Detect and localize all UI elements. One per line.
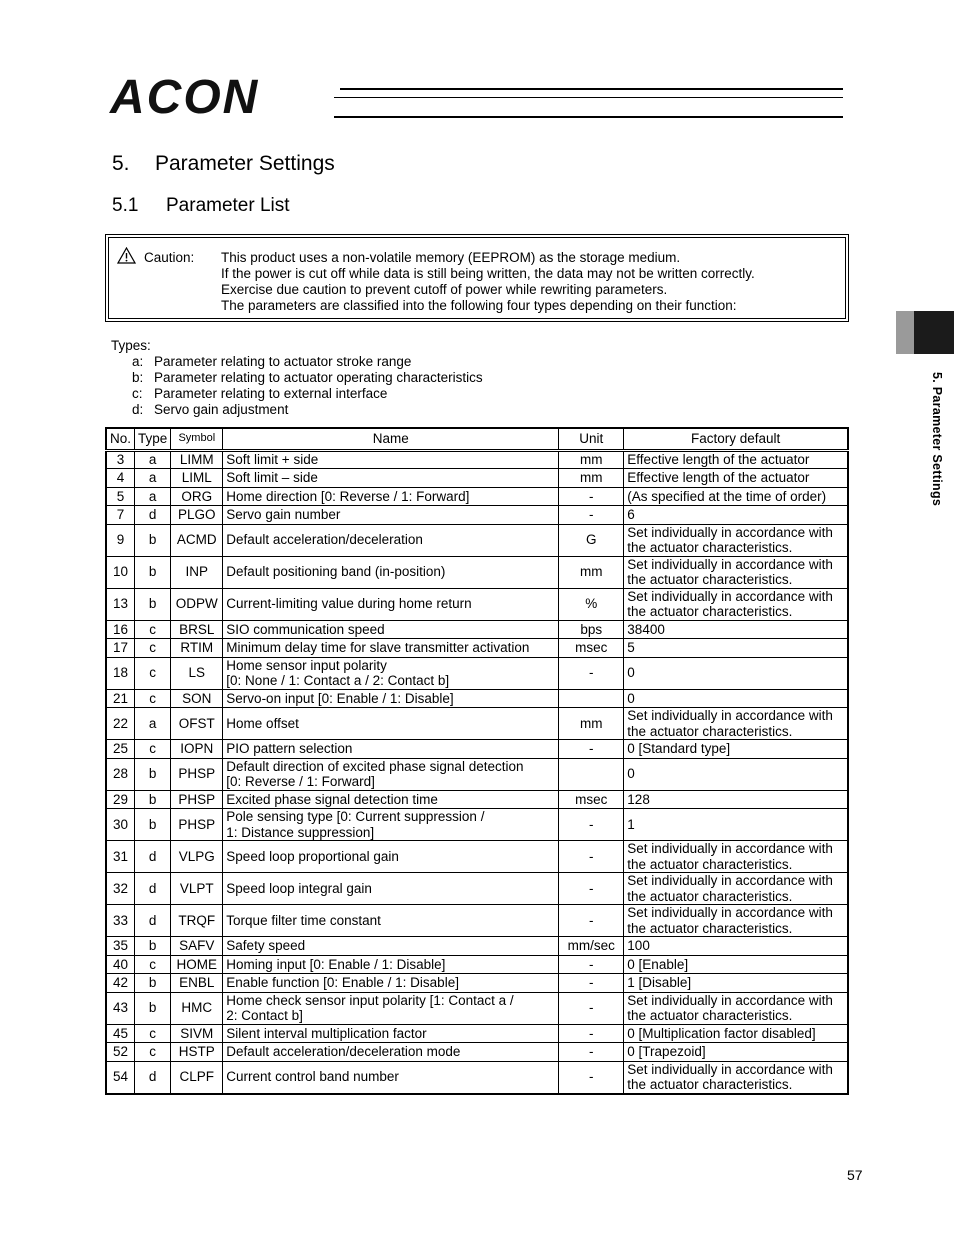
- cell-factory-default: [624, 790, 848, 809]
- cell-no: 29: [106, 790, 135, 809]
- cell-unit: [559, 758, 624, 790]
- cell-no: 45: [106, 1024, 135, 1043]
- table-row: [106, 588, 848, 620]
- cell-unit: mm: [559, 556, 624, 588]
- cell-factory-default: [624, 556, 848, 588]
- cell-symbol: SON: [171, 689, 223, 708]
- table-row: [106, 1061, 848, 1094]
- cell-type: d: [135, 905, 171, 937]
- cell-name-line: Servo-on input [0: Enable / 1: Disable]: [226, 690, 454, 706]
- cell-type: d: [135, 841, 171, 873]
- cell-factory-default: [624, 905, 848, 937]
- cell-factory-default: [624, 1024, 848, 1043]
- cell-type: b: [135, 588, 171, 620]
- cell-name: [223, 955, 559, 974]
- cell-name: [223, 708, 559, 740]
- cell-symbol: OFST: [171, 708, 223, 740]
- header-name: Name: [223, 428, 559, 450]
- cell-no: 10: [106, 556, 135, 588]
- cell-factory-default: [624, 873, 848, 905]
- cell-symbol: PHSP: [171, 809, 223, 841]
- cell-factory-default: [624, 1061, 848, 1094]
- cell-symbol: IOPN: [171, 740, 223, 759]
- section-title: Parameter Settings: [155, 152, 335, 175]
- cell-type: c: [135, 689, 171, 708]
- cell-name: [223, 639, 559, 658]
- cell-unit: mm/sec: [559, 937, 624, 956]
- section-heading: [112, 152, 335, 176]
- subsection-title: Parameter List: [166, 195, 290, 216]
- cell-name: [223, 905, 559, 937]
- cell-name-line: Excited phase signal detection time: [226, 791, 438, 807]
- cell-name-line: Home sensor input polarity: [226, 657, 387, 673]
- cell-no: 3: [106, 450, 135, 469]
- cell-name-line: [0: Reverse / 1: Forward]: [226, 774, 375, 789]
- cell-unit: [559, 689, 624, 708]
- types-heading: Types:: [111, 338, 151, 353]
- cell-name: [223, 487, 559, 506]
- header-unit: Unit: [559, 428, 624, 450]
- cell-no: 42: [106, 974, 135, 993]
- cell-no: 35: [106, 937, 135, 956]
- cell-type: c: [135, 1043, 171, 1062]
- table-row: [106, 620, 848, 639]
- cell-factory-default-line: 100: [627, 938, 650, 953]
- cell-name-line: Default direction of excited phase signal detection: [226, 758, 524, 774]
- cell-factory-default-line: Set individually in accordance with: [627, 588, 833, 604]
- table-header-row: [106, 428, 848, 450]
- cell-symbol: HMC: [171, 992, 223, 1024]
- table-row: [106, 1024, 848, 1043]
- cell-factory-default-line: the actuator characteristics.: [627, 888, 793, 904]
- cell-factory-default-line: Set individually in accordance with: [627, 708, 833, 723]
- cell-unit: G: [559, 524, 624, 556]
- header-rule-top: [340, 88, 843, 90]
- cell-name: [223, 588, 559, 620]
- cell-name: [223, 450, 559, 469]
- cell-unit: -: [559, 955, 624, 974]
- table-row: [106, 809, 848, 841]
- cell-factory-default: [624, 657, 848, 689]
- cell-unit: -: [559, 841, 624, 873]
- cell-type: a: [135, 487, 171, 506]
- types-item: [111, 402, 483, 418]
- cell-type: b: [135, 937, 171, 956]
- cell-symbol: RTIM: [171, 639, 223, 658]
- cell-unit: mm: [559, 708, 624, 740]
- cell-factory-default-line: 0 [Multiplication factor disabled]: [627, 1025, 816, 1041]
- cell-unit: mm: [559, 469, 624, 488]
- header-factory-default: Factory default: [624, 428, 848, 450]
- cell-name: [223, 689, 559, 708]
- cell-type: c: [135, 639, 171, 658]
- cell-type: b: [135, 974, 171, 993]
- cell-factory-default: [624, 708, 848, 740]
- types-item: [111, 354, 483, 370]
- cell-name: [223, 620, 559, 639]
- cell-type: b: [135, 524, 171, 556]
- caution-line: This product uses a non-volatile memory (EEPROM) as the storage medium.: [221, 250, 681, 265]
- table-row: [106, 955, 848, 974]
- types-item: [111, 370, 483, 386]
- cell-factory-default-line: the actuator characteristics.: [627, 723, 793, 739]
- cell-name-line: Enable function [0: Enable / 1: Disable]: [226, 975, 459, 990]
- logo-text: ACON: [110, 71, 260, 124]
- cell-factory-default: [624, 487, 848, 506]
- types-item: [111, 386, 483, 402]
- warning-triangle-icon: [117, 247, 136, 264]
- types-item-text: Parameter relating to actuator operating characteristics: [154, 370, 483, 385]
- cell-name: [223, 524, 559, 556]
- cell-factory-default: [624, 588, 848, 620]
- caution-line: Exercise due caution to prevent cutoff of power while rewriting parameters.: [221, 282, 668, 297]
- cell-unit: -: [559, 974, 624, 993]
- cell-name: [223, 556, 559, 588]
- cell-name-line: Safety speed: [226, 938, 306, 953]
- cell-type: d: [135, 506, 171, 525]
- cell-factory-default: [624, 469, 848, 488]
- cell-name: [223, 758, 559, 790]
- table-row: [106, 487, 848, 506]
- cell-factory-default-line: Effective length of the actuator: [627, 470, 810, 485]
- header-symbol: Symbol: [171, 428, 223, 450]
- cell-symbol: BRSL: [171, 620, 223, 639]
- cell-no: 21: [106, 689, 135, 708]
- cell-name-line: Minimum delay time for slave transmitter activation: [226, 640, 530, 655]
- cell-factory-default-line: 1 [Disable]: [627, 975, 692, 990]
- cell-type: b: [135, 556, 171, 588]
- table-row: [106, 758, 848, 790]
- cell-symbol: LIML: [171, 469, 223, 488]
- types-item-text: Parameter relating to actuator stroke range: [154, 354, 412, 369]
- types-item-text: Servo gain adjustment: [154, 402, 289, 417]
- cell-no: 32: [106, 873, 135, 905]
- side-tab-shade: [896, 311, 914, 354]
- cell-factory-default: [624, 937, 848, 956]
- cell-factory-default-line: 0: [627, 665, 635, 681]
- cell-name-line: SIO communication speed: [226, 621, 385, 637]
- cell-unit: bps: [559, 620, 624, 639]
- cell-type: c: [135, 620, 171, 639]
- cell-name-line: Pole sensing type [0: Current suppression /: [226, 809, 485, 824]
- table-row: [106, 905, 848, 937]
- cell-name-line: Torque filter time constant: [226, 912, 381, 928]
- cell-symbol: ENBL: [171, 974, 223, 993]
- cell-name: [223, 657, 559, 689]
- table-row: [106, 790, 848, 809]
- cell-symbol: HSTP: [171, 1043, 223, 1062]
- cell-factory-default-line: 0: [627, 690, 635, 706]
- cell-symbol: HOME: [171, 955, 223, 974]
- cell-no: 7: [106, 506, 135, 525]
- cell-name: [223, 1024, 559, 1043]
- caution-line: If the power is cut off while data is still being written, the data may not be written correctly.: [221, 266, 755, 281]
- types-item-key: b:: [132, 370, 144, 385]
- cell-type: d: [135, 1061, 171, 1094]
- cell-factory-default: [624, 974, 848, 993]
- cell-name-line: Current control band number: [226, 1069, 399, 1085]
- header-rule-middle: [334, 97, 843, 98]
- cell-unit: msec: [559, 790, 624, 809]
- cell-no: 17: [106, 639, 135, 658]
- cell-factory-default-line: 38400: [627, 621, 665, 637]
- table-row: [106, 937, 848, 956]
- cell-no: 4: [106, 469, 135, 488]
- cell-unit: -: [559, 992, 624, 1024]
- caution-line: The parameters are classified into the following four types depending on their function:: [221, 298, 737, 313]
- cell-name: [223, 740, 559, 759]
- cell-name-line: Current-limiting value during home return: [226, 596, 472, 612]
- subsection-heading: [112, 195, 290, 217]
- cell-unit: -: [559, 873, 624, 905]
- cell-type: d: [135, 873, 171, 905]
- types-list: [111, 338, 483, 418]
- cell-symbol: PHSP: [171, 758, 223, 790]
- cell-symbol: PHSP: [171, 790, 223, 809]
- cell-name-line: Servo gain number: [226, 507, 341, 522]
- cell-no: 13: [106, 588, 135, 620]
- cell-factory-default: [624, 1043, 848, 1062]
- cell-type: b: [135, 992, 171, 1024]
- cell-factory-default-line: 0 [Trapezoid]: [627, 1044, 706, 1059]
- cell-name: [223, 790, 559, 809]
- cell-unit: -: [559, 506, 624, 525]
- cell-unit: -: [559, 657, 624, 689]
- table-row: [106, 450, 848, 469]
- cell-no: 9: [106, 524, 135, 556]
- table-row: [106, 708, 848, 740]
- cell-factory-default: [624, 450, 848, 469]
- cell-no: 28: [106, 758, 135, 790]
- caution-label: Caution:: [144, 250, 195, 265]
- cell-factory-default-line: 0 [Enable]: [627, 956, 689, 972]
- cell-no: 30: [106, 809, 135, 841]
- types-item-key: a:: [132, 354, 144, 369]
- side-tab-label: 5. Parameter Settings: [930, 372, 944, 507]
- cell-symbol: SAFV: [171, 937, 223, 956]
- cell-no: 40: [106, 955, 135, 974]
- cell-name-line: Soft limit – side: [226, 470, 318, 485]
- cell-factory-default: [624, 639, 848, 658]
- table-row: [106, 639, 848, 658]
- cell-name: [223, 992, 559, 1024]
- cell-name-line: Homing input [0: Enable / 1: Disable]: [226, 956, 446, 972]
- cell-factory-default-line: Effective length of the actuator: [627, 452, 810, 467]
- table-row: [106, 556, 848, 588]
- page-number: 57: [847, 1167, 863, 1183]
- cell-symbol: ORG: [171, 487, 223, 506]
- acon-logo: [110, 72, 340, 124]
- cell-unit: -: [559, 1024, 624, 1043]
- cell-factory-default: [624, 740, 848, 759]
- cell-name: [223, 809, 559, 841]
- cell-no: 5: [106, 487, 135, 506]
- cell-factory-default-line: Set individually in accordance with: [627, 905, 833, 920]
- cell-unit: msec: [559, 639, 624, 658]
- cell-factory-default-line: 0: [627, 766, 635, 782]
- cell-type: a: [135, 450, 171, 469]
- cell-name: [223, 841, 559, 873]
- cell-symbol: ODPW: [171, 588, 223, 620]
- cell-factory-default-line: Set individually in accordance with: [627, 1061, 833, 1077]
- cell-factory-default-line: Set individually in accordance with: [627, 556, 833, 572]
- cell-name-line: Home direction [0: Reverse / 1: Forward]: [226, 488, 470, 504]
- cell-factory-default-line: Set individually in accordance with: [627, 841, 833, 856]
- cell-factory-default-line: Set individually in accordance with: [627, 992, 833, 1008]
- cell-factory-default: [624, 758, 848, 790]
- header-rule-bottom: [334, 116, 843, 118]
- cell-no: 18: [106, 657, 135, 689]
- cell-type: b: [135, 758, 171, 790]
- cell-name: [223, 974, 559, 993]
- cell-symbol: TRQF: [171, 905, 223, 937]
- types-item-text: Parameter relating to external interface: [154, 386, 388, 401]
- cell-unit: -: [559, 905, 624, 937]
- cell-type: c: [135, 740, 171, 759]
- cell-name-line: Silent interval multiplication factor: [226, 1025, 427, 1041]
- cell-unit: mm: [559, 450, 624, 469]
- table-row: [106, 657, 848, 689]
- cell-name: [223, 1061, 559, 1094]
- cell-factory-default-line: (As specified at the time of order): [627, 488, 827, 504]
- table-row: [106, 524, 848, 556]
- cell-name-line: Default acceleration/deceleration: [226, 532, 423, 548]
- cell-factory-default-line: the actuator characteristics.: [627, 1008, 793, 1023]
- cell-no: 54: [106, 1061, 135, 1094]
- cell-factory-default-line: 0 [Standard type]: [627, 741, 731, 756]
- cell-name: [223, 1043, 559, 1062]
- cell-name-line: 1: Distance suppression]: [226, 824, 375, 840]
- cell-factory-default: [624, 506, 848, 525]
- table-row: [106, 1043, 848, 1062]
- table-row: [106, 974, 848, 993]
- cell-factory-default-line: 128: [627, 791, 650, 807]
- types-item-key: c:: [132, 386, 143, 401]
- table-row: [106, 469, 848, 488]
- table-row: [106, 506, 848, 525]
- parameter-table-body: [106, 450, 848, 1094]
- cell-factory-default-line: the actuator characteristics.: [627, 572, 793, 587]
- cell-factory-default: [624, 809, 848, 841]
- cell-symbol: VLPT: [171, 873, 223, 905]
- cell-factory-default: [624, 620, 848, 639]
- cell-symbol: PLGO: [171, 506, 223, 525]
- cell-type: c: [135, 1024, 171, 1043]
- table-row: [106, 740, 848, 759]
- cell-symbol: SIVM: [171, 1024, 223, 1043]
- cell-factory-default-line: Set individually in accordance with: [627, 524, 833, 540]
- cell-factory-default: [624, 689, 848, 708]
- subsection-number: 5.1: [112, 195, 139, 216]
- cell-symbol: LIMM: [171, 450, 223, 469]
- header-type: Type: [135, 428, 171, 450]
- cell-factory-default-line: 6: [627, 507, 635, 522]
- cell-name: [223, 469, 559, 488]
- cell-no: 43: [106, 992, 135, 1024]
- cell-unit: -: [559, 740, 624, 759]
- side-tab-marker: [914, 311, 954, 354]
- cell-name-line: Soft limit + side: [226, 452, 319, 467]
- cell-no: 22: [106, 708, 135, 740]
- header-no: No.: [106, 428, 135, 450]
- parameter-table: [105, 427, 849, 1095]
- cell-no: 16: [106, 620, 135, 639]
- cell-type: c: [135, 657, 171, 689]
- cell-factory-default-line: 5: [627, 640, 635, 655]
- cell-factory-default-line: Set individually in accordance with: [627, 873, 833, 888]
- cell-no: 25: [106, 740, 135, 759]
- caution-text: [221, 250, 755, 314]
- cell-factory-default-line: the actuator characteristics.: [627, 604, 793, 619]
- cell-unit: -: [559, 487, 624, 506]
- cell-factory-default: [624, 524, 848, 556]
- cell-name-line: Home check sensor input polarity [1: Contact a /: [226, 992, 514, 1008]
- table-row: [106, 873, 848, 905]
- section-number: 5.: [112, 152, 130, 175]
- cell-name-line: Speed loop proportional gain: [226, 848, 399, 864]
- cell-name-line: Home offset: [226, 715, 299, 731]
- cell-factory-default: [624, 955, 848, 974]
- cell-name-line: Default positioning band (in-position): [226, 564, 446, 580]
- table-row: [106, 992, 848, 1024]
- cell-factory-default-line: the actuator characteristics.: [627, 1077, 793, 1092]
- cell-factory-default: [624, 841, 848, 873]
- cell-symbol: LS: [171, 657, 223, 689]
- cell-type: a: [135, 708, 171, 740]
- cell-unit: -: [559, 1061, 624, 1094]
- cell-factory-default-line: the actuator characteristics.: [627, 856, 793, 872]
- cell-name: [223, 873, 559, 905]
- cell-type: a: [135, 469, 171, 488]
- cell-name-line: 2: Contact b]: [226, 1008, 303, 1023]
- cell-name: [223, 937, 559, 956]
- cell-type: b: [135, 809, 171, 841]
- cell-name-line: PIO pattern selection: [226, 741, 353, 756]
- cell-type: c: [135, 955, 171, 974]
- cell-symbol: CLPF: [171, 1061, 223, 1094]
- cell-symbol: ACMD: [171, 524, 223, 556]
- cell-name-line: [0: None / 1: Contact a / 2: Contact b]: [226, 673, 450, 688]
- cell-symbol: VLPG: [171, 841, 223, 873]
- cell-factory-default: [624, 992, 848, 1024]
- table-row: [106, 689, 848, 708]
- cell-name-line: Speed loop integral gain: [226, 880, 372, 896]
- cell-no: 33: [106, 905, 135, 937]
- cell-symbol: INP: [171, 556, 223, 588]
- cell-factory-default-line: the actuator characteristics.: [627, 920, 793, 936]
- cell-no: 52: [106, 1043, 135, 1062]
- types-item-key: d:: [132, 402, 144, 417]
- cell-no: 31: [106, 841, 135, 873]
- cell-factory-default-line: 1: [627, 816, 635, 832]
- cell-type: b: [135, 790, 171, 809]
- cell-unit: -: [559, 1043, 624, 1062]
- table-row: [106, 841, 848, 873]
- cell-name-line: Default acceleration/deceleration mode: [226, 1044, 461, 1059]
- cell-unit: %: [559, 588, 624, 620]
- cell-name: [223, 506, 559, 525]
- cell-unit: -: [559, 809, 624, 841]
- cell-factory-default-line: the actuator characteristics.: [627, 540, 793, 555]
